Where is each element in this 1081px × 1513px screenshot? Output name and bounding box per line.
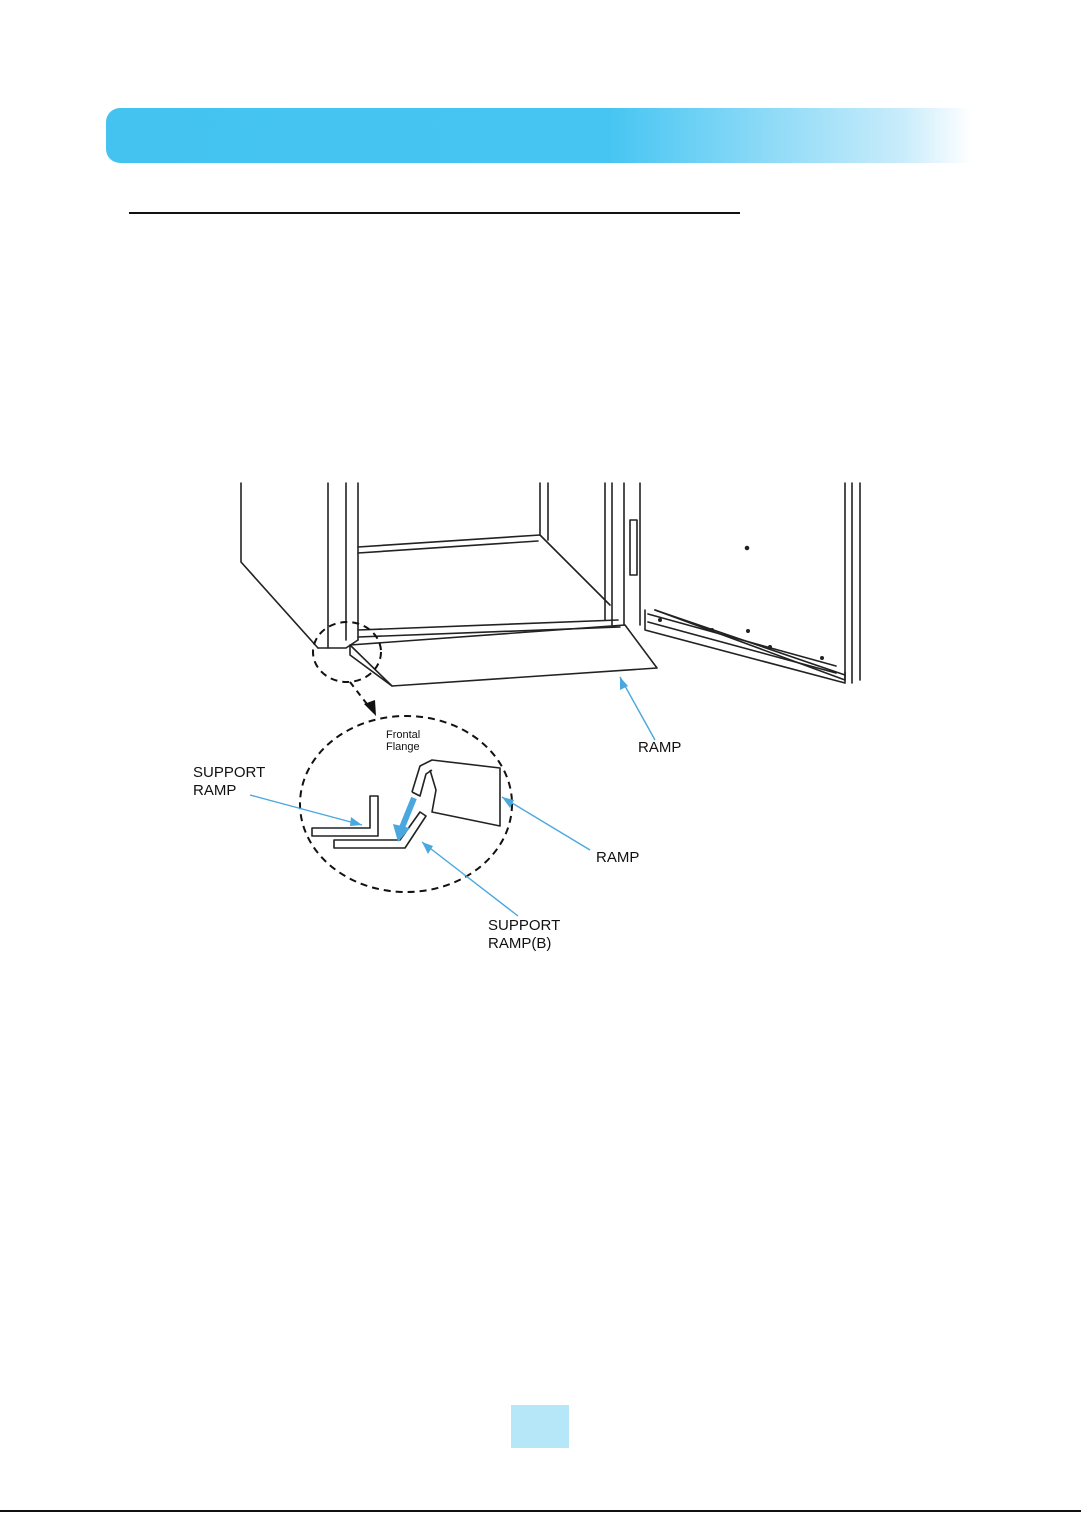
page-bottom-rule [0, 1510, 1081, 1512]
ramp-label-main: RAMP [638, 739, 682, 756]
frontal-flange-label: Frontal Flange [386, 729, 421, 753]
page-number-box [511, 1405, 569, 1448]
support-ramp-b-label: SUPPORT RAMP(B) [488, 917, 561, 952]
support-ramp-label: SUPPORT RAMP [193, 764, 266, 799]
ramp-label-detail: RAMP [596, 849, 640, 866]
